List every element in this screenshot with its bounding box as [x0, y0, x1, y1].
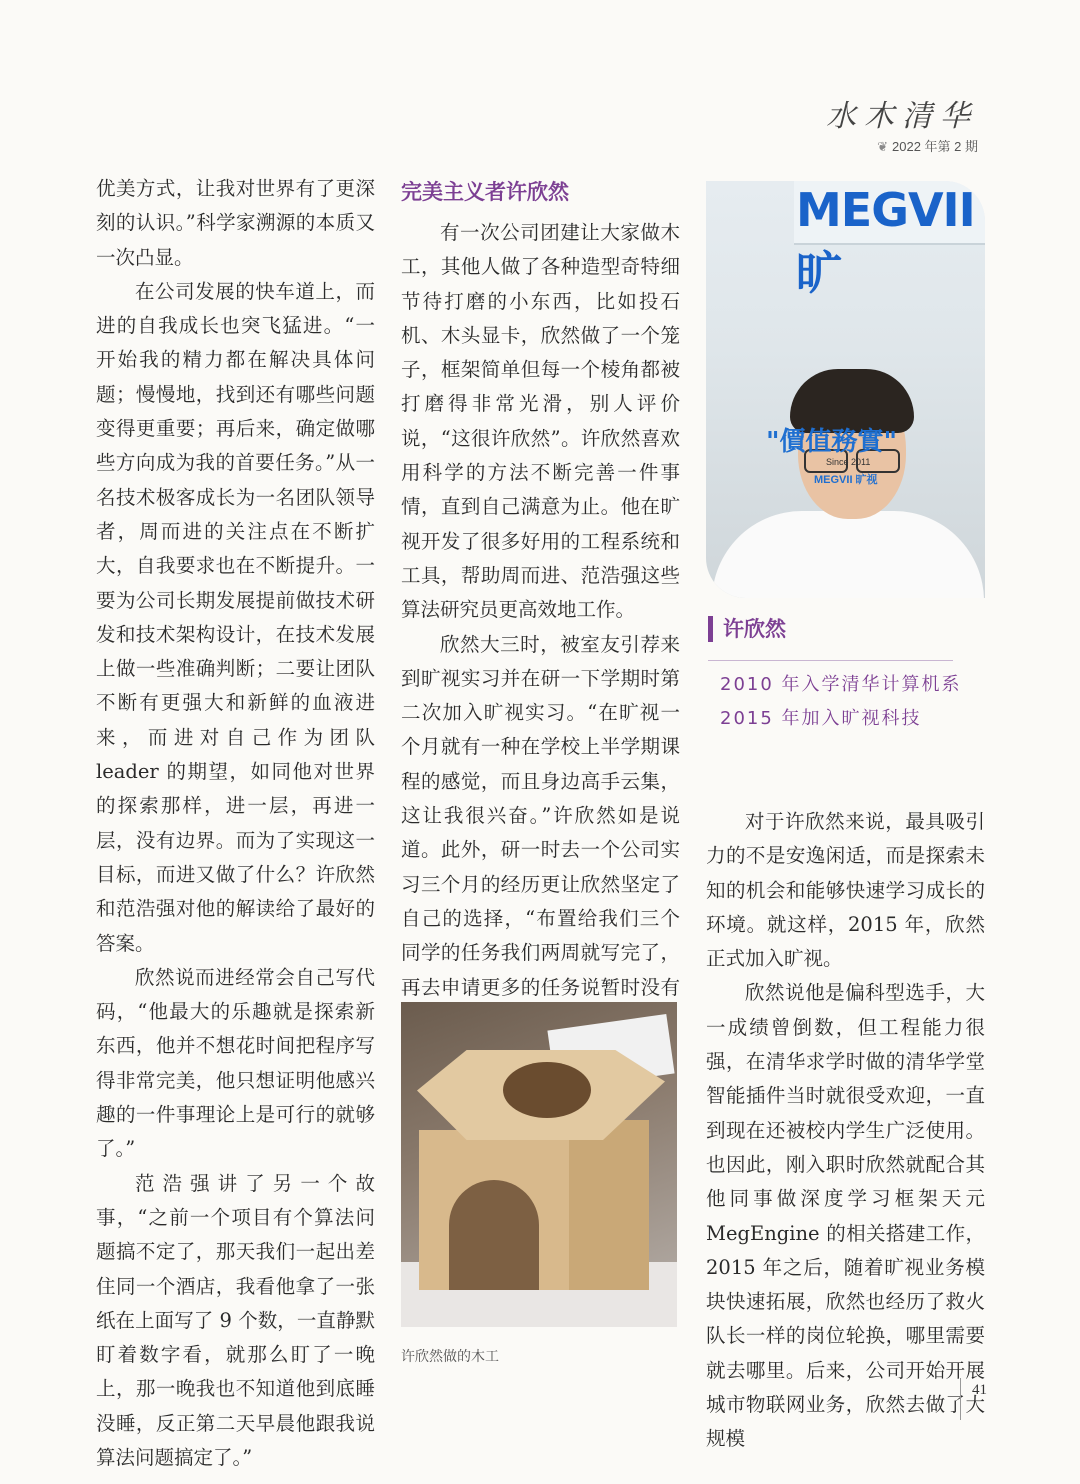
column-middle — [401, 172, 680, 1039]
profile-name: 许欣然 — [708, 616, 786, 642]
masthead — [826, 100, 978, 155]
profile-box — [708, 616, 962, 729]
column-left — [96, 172, 375, 1475]
paragraph: 欣然说他是偏科型选手，大一成绩曾倒数，但工程能力很强，在清华求学时做的清华学堂智能插件当时就很受欢迎，一直到现在还被校内学生广泛使用。也因此，刚入职时欣然就配合其他同事做深度学习框架天元 MegEngine 的相关搭建工作，2015 年之后，随着旷视业务模块快速拓展，欣然也经历了救火队长一样的岗位轮换，哪里需要就去哪里。后来，公司开始开展城市物联网业务，欣然去做了大规模 — [706, 981, 985, 1451]
paragraph: 在公司发展的快车道上，而进的自我成长也突飞猛进。“一开始我的精力都在解决具体问题；慢慢地，找到还有哪些问题变得更重要；再后来，确定做哪些方向成为我的首要任务。”从一名技术极客成长为一名团队领导者，周而进的关注点在不断扩大，自我要求也在不断提升。一要为公司长期发展提前做技术研发和技术架构设计，在技术发展上做一些准确判断；二要让团队不断有更强大和新鲜的血液进来，而进对自己作为团队 leader 的期望，如同他对世界的探索那样，进一层，再进一层，没有边界。而为了实现这一目标，而进又做了什么？许欣然和范浩强对他的解读给了最好的答案。 — [96, 279, 375, 955]
portrait-photo — [706, 181, 985, 598]
sign-text: MEGVII 旷 — [796, 183, 975, 300]
box-arch — [449, 1180, 539, 1290]
shirt-brand: MEGVII 旷视 — [814, 474, 878, 486]
book-icon: ❦ — [877, 139, 888, 154]
paragraph: 优美方式，让我对世界有了更深刻的认识。”科学家溯源的本质又一次凸显。 — [96, 177, 375, 269]
paragraph: 有一次公司团建让大家做木工，其他人做了各种造型奇特细节待打磨的小东西，比如投石机、木头显卡，欣然做了一个笼子，框架简单但每一个棱角都被打磨得非常光滑，别人评价说，“这很许欣然”。许欣然喜欢用科学的方法不断完善一件事情，直到自己满意为止。他在旷视开发了很多好用的工程系统和工具，帮助周而进、范浩强这些算法研究员更高效地工作。 — [401, 221, 680, 622]
paragraph: 范浩强讲了另一个故事，“之前一个项目有个算法问题搞不定了，那天我们一起出差住同一个酒店，我看他拿了一张纸在上面写了 9 个数，一直静默盯着数字看，就那么盯了一晚上，那一晚我也不知道他到底睡没睡，反正第二天早晨他跟我说算法问题搞定了。” — [96, 1171, 375, 1469]
issue-text: 2022 年第 2 期 — [892, 139, 978, 154]
page-number: 41 — [972, 1382, 987, 1398]
profile-item: 2010 年入学清华计算机系 — [720, 674, 962, 695]
paragraph: 欣然大三时，被室友引荐来到旷视实习并在研一下学期时第二次加入旷视实习。“在旷视一个月就有一种在学校上半学期课程的感觉，而且身边高手云集，这让我很兴奋。”许欣然如是说道。此外，研一时去一个公司实习三个月的经历更让欣然坚定了自己的选择，“布置给我们三个同学的任务我们两周就写完了，再去申请更多的任务说暂时没有 — [401, 632, 680, 999]
column-right — [706, 805, 985, 1457]
profile-items — [720, 668, 980, 736]
section-title: 完美主义者许欣然 — [401, 180, 569, 204]
shirt — [712, 511, 984, 598]
profile-divider — [708, 660, 953, 661]
profile-item: 2015 年加入旷视科技 — [720, 708, 922, 729]
box-side — [569, 1120, 649, 1290]
shirt-since: Since 2011 — [826, 457, 871, 467]
shirt-slogan: "價值務實" — [766, 427, 898, 457]
paragraph: 欣然说而进经常会自己写代码，“他最大的乐趣就是探索新东西，他并不想花时间把程序写得非常完美，他只想证明他感兴趣的一件事理论上是可行的就够了。” — [96, 965, 375, 1161]
woodwork-photo — [401, 1002, 677, 1327]
issue-label — [826, 136, 978, 155]
page-number-divider — [960, 1378, 961, 1420]
paragraph: 对于许欣然来说，最具吸引力的不是安逸闲适，而是探索未知的机会和能够快速学习成长的环境。就这样，2015 年，欣然正式加入旷视。 — [706, 810, 985, 971]
magazine-logo: 水木清华 — [826, 99, 978, 134]
box-hole — [503, 1062, 591, 1118]
photo-caption: 许欣然做的木工 — [401, 1349, 499, 1365]
